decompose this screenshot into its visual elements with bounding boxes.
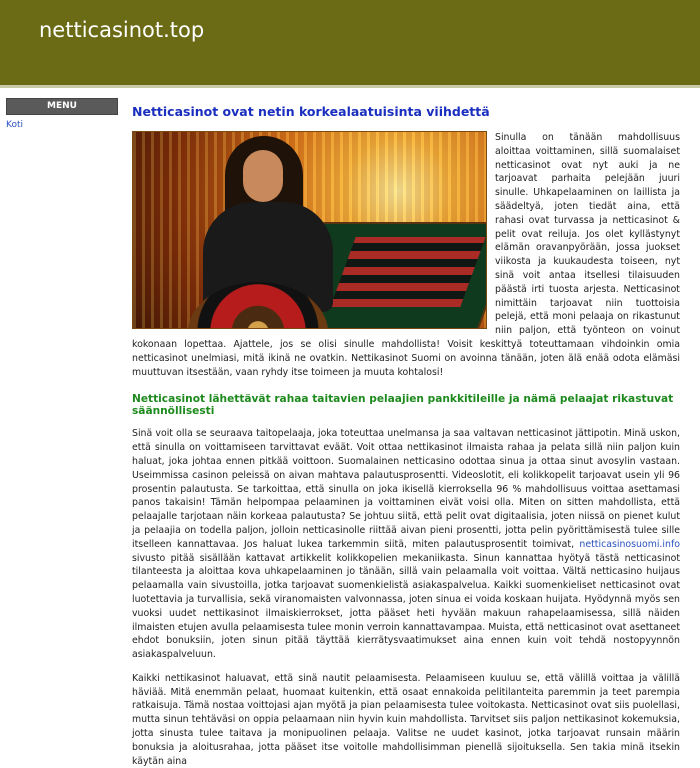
section-heading: Netticasinot lähettävät rahaa taitavien pelaajien pankkitileille ja nämä pelaajat rikastuvat säännöllisesti (132, 393, 674, 418)
page-title: Netticasinot ovat netin korkealaatuisinta viihdettä (132, 104, 490, 119)
main-content (132, 98, 680, 768)
menu-heading: MENU (6, 98, 118, 115)
sidebar (6, 98, 118, 130)
header-divider (0, 85, 700, 88)
site-header (0, 0, 700, 85)
casino-hero-image (132, 131, 487, 329)
netticasinosuomi-link[interactable]: netticasinosuomi.info (579, 538, 680, 550)
sidebar-item-koti[interactable]: Koti (6, 120, 23, 130)
intro-section (132, 131, 680, 379)
site-title[interactable]: netticasinot.top (39, 18, 205, 42)
body-paragraph-1: Sinä voit olla se seuraava taitopelaaja, joka toteuttaa unelmansa ja saa valtavan netticasinot jättipotin. Minä uskon, että sinulla on voittamiseen tarvittavat eväät. Voit ottaa nettikasinot ilmaista rahaa ja pelata sillä niin paljon kuin haluat, joka johtaa ennen pitkää voittoon. Suomalainen netticasino odottaa sinua ja ottaa sinut avosylin vastaan. Useimmissa casinon peleissä on aivan mahtava palautusprosentti. Videoslotit, eli kolikkopelit tarjoavat usein yli 96 prosentin palautusta. Se tarkoittaa, että sinulla on joka ikisellä kierroksella 96 % mahdollisuus voittaa asettamasi panos takaisin! Tämän helpompaa pelaaminen ja voittaminen eivät voisi olla. Miten on sitten mahdollista, että pelaajalle tarjotaan näin korkeaa palautusta? Se johtuu siitä, että pelit ovat digitaalisia, joten niissä on pienet kulut ja pelaajia on todella paljon, jolloin netticasinolle riittää aivan pieni prosentti, jotta pelin pyörittämisestä tulee sille itselleen kannattavaa. Jos haluat lukea tarkemmin siitä, miten palautusprosentit toimivat, netticasinosuomi.info sivusto pitää sisällään kattavat artikkelit kolikkopelien mekaniikasta. Sinun kannattaa hyötyä tästä netticasinot tilanteesta ja aloittaa kova uhkapelaaminen jo tänään, sillä vain pelaamalla voit voittaa. Vältä netticasino huijaus pelaamalla vain sivustoilla, jotka tarjoavat suomenkielistä asiakaspalvelua. Kaikki suomenkieliset netticasinot ovat luotettavia ja turvallisia, sekä viranomaisten valvonnassa, joten sinua ei voida koskaan huijata. Hyödynnä myös sen vuoksi uudet nettikasinot ilmaiskierrokset, jotta pääset heti hyvään makuun rahapelaamisessa, sillä näiden ilmaisten etujen avulla pelaamisesta tulee monin verroin kannattavampaa. Muista, että netticasinot ovat asettaneet ehdot bonuksiin, joten sinun pitää täyttää kierrätysvaatimukset aina ennen kuin voit tehdä nostopyynnön asiakaspalveluun. (132, 428, 680, 661)
intro-paragraph: Sinulla on tänään mahdollisuus aloittaa voittaminen, sillä suomalaiset netticasinot ovat nyt auki ja ne tarjoavat parhaita pelejään juuri sinulle. Uhkapelaaminen on laillista ja säädeltyä, joten tiedät aina, että rahasi ovat turvassa ja netticasinot & pelit ovat reiluja. Jos olet kyllästynyt elämän oravanpyörään, jossa juokset viikosta ja kuukaudesta toiseen, nyt sinä voit antaa itsellesi tilaisuuden päästä irti tuosta arjesta. Netticasinot nimittäin tarjoavat niin tuottoisia pelejä, että moni pelaaja on rikastunut niin paljon, että työnteon on voinut kokonaan lopettaa. Ajattele, jos se olisi sinulle mahdollista! Voisit keskittyä toteuttamaan vihdoinkin omia netticasinot unelmiasi, mitä ikinä ne ovatkin. Nettikasinot Suomi on avoinna tänään, joten älä enää odota elämäsi muuttuvan itsestään, vaan ryhdy itse toimeen ja muuta kohtalosi! (132, 132, 680, 378)
body-paragraph-2: Kaikki nettikasinot haluavat, että sinä nautit pelaamisesta. Pelaamiseen kuuluu se, että välillä voittaa ja välillä häviää. Mitä enemmän pelaat, huomaat kuitenkin, että osaat ennakoida pelitilanteita paremmin ja teet parempia ratkaisuja. Tämä nostaa voittojasi ajan myötä ja pian pelaamisesta tulee voitokasta. Netticasinot ovat siis puolellasi, mutta sinun tehtäväsi on oppia pelaamaan niin hyvin kuin mahdollista. Tarvitset siis paljon nettikasinot kokemuksia, jotta sinusta tulee taitava ja monipuolinen pelaaja. Valitse ne uudet kasinot, jotka tarjoavat runsain määrin bonuksia ja aloitusrahaa, jotta pääset itse voitolle mahdollisimman pienellä sijoituksella. Sen takia minä itsekin käytän aina (132, 672, 680, 767)
